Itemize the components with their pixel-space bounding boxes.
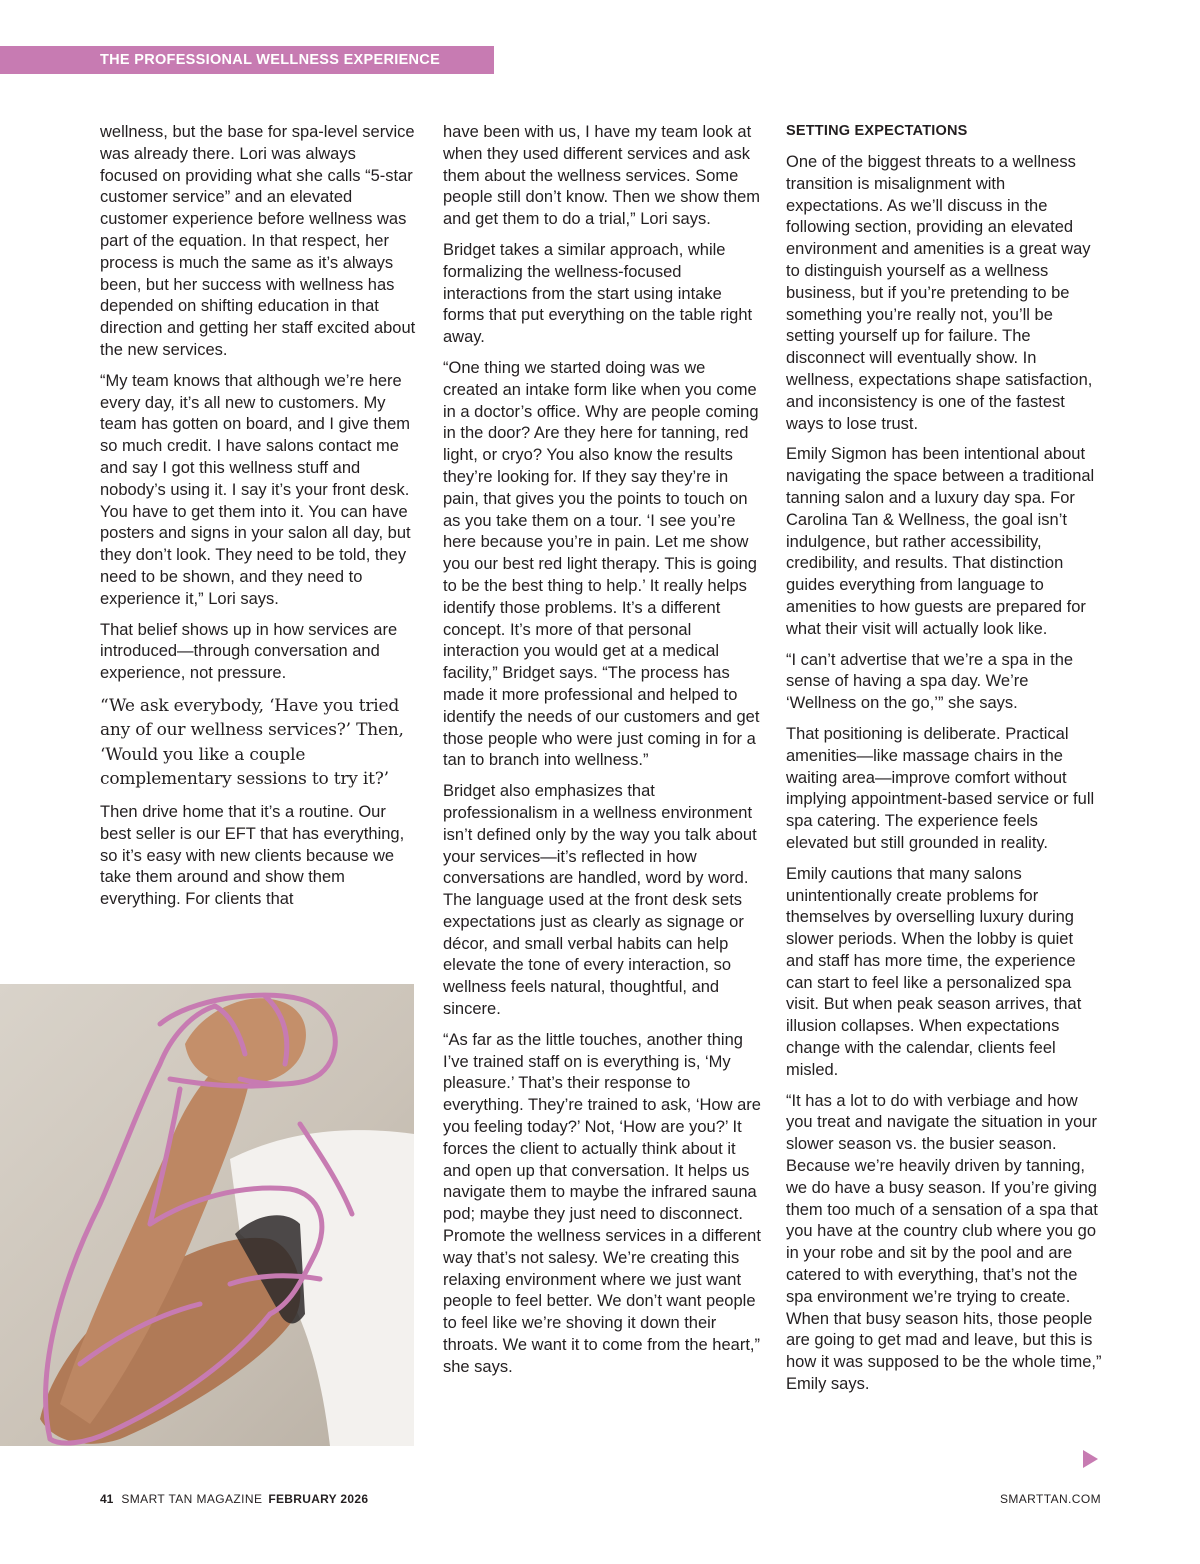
paragraph: That belief shows up in how services are introduced—through conversation and experience, not pressure. [100,620,398,683]
flexed-arm-illustration [0,984,414,1446]
magazine-name: SMART TAN MAGAZINE [121,1492,263,1506]
pull-quote: “We ask everybody, ‘Have you tried any of our wellness services?’ Then, ‘Would you like a couple complementary sessions to try it?’ [100,695,404,790]
paragraph: One of the biggest threats to a wellness transition is misalignment with expectations. As we’ll discuss in the following section, providing an elevated environment and amenities is a great way to distinguish yourself as a wellness business, but if you’re pretending to be something you’re really not, you’ll be setting yourself up for failure. The disconnect will eventually show. In wellness, expectations shape satisfaction, and inconsistency is one of the fastest ways to lose trust. [786,153,1093,433]
column-2 [443,122,763,1388]
flexed-arm-photo [0,984,414,1446]
paragraph: “As far as the little touches, another thing I’ve trained staff on is everything is, ‘My pleasure.’ That’s their response to everything. They’re trained to ask, ‘How are you feeling today?’ Not, ‘How are you?’ It forces the client to actually think about it and open up that conversation. It helps us navigate them to maybe the infrared sauna pod; maybe they just need to disconnect. Promote the wellness services in a different way that’s not salesy. We’re creating this relaxing environment where we just want people to feel better. We don’t want people to feel like we’re shoving it down their throats. We want it to come from the heart,” she says. [443,1030,761,1376]
paragraph: “I can’t advertise that we’re a spa in the sense of having a spa day. We’re ‘Wellness on the go,’” she says. [786,650,1074,713]
paragraph: Then drive home that it’s a routine. Our best seller is our EFT that has everything, so it’s easy with new clients because we take them around and show them everything. For clients that [100,802,405,909]
paragraph: Bridget takes a similar approach, while formalizing the wellness-focused interactions from the start using intake forms that put everything on the table right away. [443,240,753,347]
paragraph: “It has a lot to do with verbiage and how you treat and navigate the situation in your slower season vs. the busier season. Because we’re heavily driven by tanning, we do have a busy season. If you’re giving them too much of a sensation of a spa that you have at the country club where you go in your robe and sit by the pool and are catered to with everything, that’s not the spa environment we’re trying to create. When that busy season hits, those people are going to get mad and leave, but this is how it was supposed to be the whole time,” Emily says. [786,1091,1102,1394]
column-1 [100,122,418,920]
page-number: 41 [100,1492,114,1506]
section-heading: SETTING EXPECTATIONS [786,123,968,139]
paragraph: Emily Sigmon has been intentional about navigating the space between a traditional tanning salon and a luxury day spa. For Carolina Tan & Wellness, the goal isn’t indulgence, but rather accessibility, credibility, and results. That distinction guides everything from language to amenities to how guests are prepared for what their visit will actually look like. [786,445,1095,638]
paragraph: have been with us, I have my team look at when they used different services and ask them about the wellness services. Some people still don’t know. Then we show them and get them to do a trial,” Lori says. [443,123,761,229]
paragraph: “My team knows that although we’re here every day, it’s all new to customers. My team has gotten on board, and I give them so much credit. I have salons contact me and say I got this wellness stuff and nobody’s using it. I say it’s your front desk. You have to get them into it. You can have posters and signs in your salon all day, but they don’t look. They need to be told, they need to be shown, and they need to experience it,” Lori says. [100,371,411,608]
section-banner [0,46,494,74]
paragraph: wellness, but the base for spa-level service was already there. Lori was always focused on providing what she calls “5-star customer service” and an elevated customer experience before wellness was part of the equation. In that respect, her process is much the same as it’s always been, but her success with wellness has depended on shifting education in that direction and getting her staff excited about the new services. [100,123,416,359]
next-page-triangle-icon [1083,1450,1098,1468]
paragraph: Emily cautions that many salons unintentionally create problems for themselves by overselling luxury during slower periods. When the lobby is quiet and staff has more time, the experience can start to feel like a personalized spa visit. But when peak season arrives, that illusion collapses. When expectations change with the calendar, clients feel misled. [786,864,1082,1079]
paragraph: Bridget also emphasizes that professionalism in a wellness environment isn’t defined only by the way you talk about your services—it’s reflected in how conversations are handled, word by word. The language used at the front desk sets expectations just as clearly as signage or décor, and small verbal habits can help elevate the tone of every interaction, so wellness feels natural, thoughtful, and sincere. [443,782,757,1019]
section-banner-label: THE PROFESSIONAL WELLNESS EXPERIENCE [100,52,441,68]
issue-date: FEBRUARY 2026 [268,1492,369,1506]
paragraph: That positioning is deliberate. Practical amenities—like massage chairs in the waiting area—improve comfort without implying appointment-based service or full spa catering. The experience feels elevated but still grounded in reality. [786,724,1095,852]
column-3 [786,122,1102,1405]
footer-folio [100,1492,368,1506]
website-link[interactable]: SMARTTAN.COM [999,1492,1101,1506]
paragraph: “One thing we started doing was we created an intake form like when you come in a doctor’s office. Why are people coming in the door? Are they here for tanning, red light, or cryo? You also know the results they’re looking for. If they say they’re in pain, that gives you the points to touch on as you take them on a tour. ‘I see you’re here because you’re in pain. Let me show you our best red light therapy. This is going to be the best thing to help.’ It really helps identify those problems. It’s a different concept. It’s more of that personal interaction you would get at a medical facility,” Bridget says. “The process has made it more professional and helped to identify the needs of our customers and get those people who were just coming in for a tan to branch into wellness.” [443,358,760,770]
